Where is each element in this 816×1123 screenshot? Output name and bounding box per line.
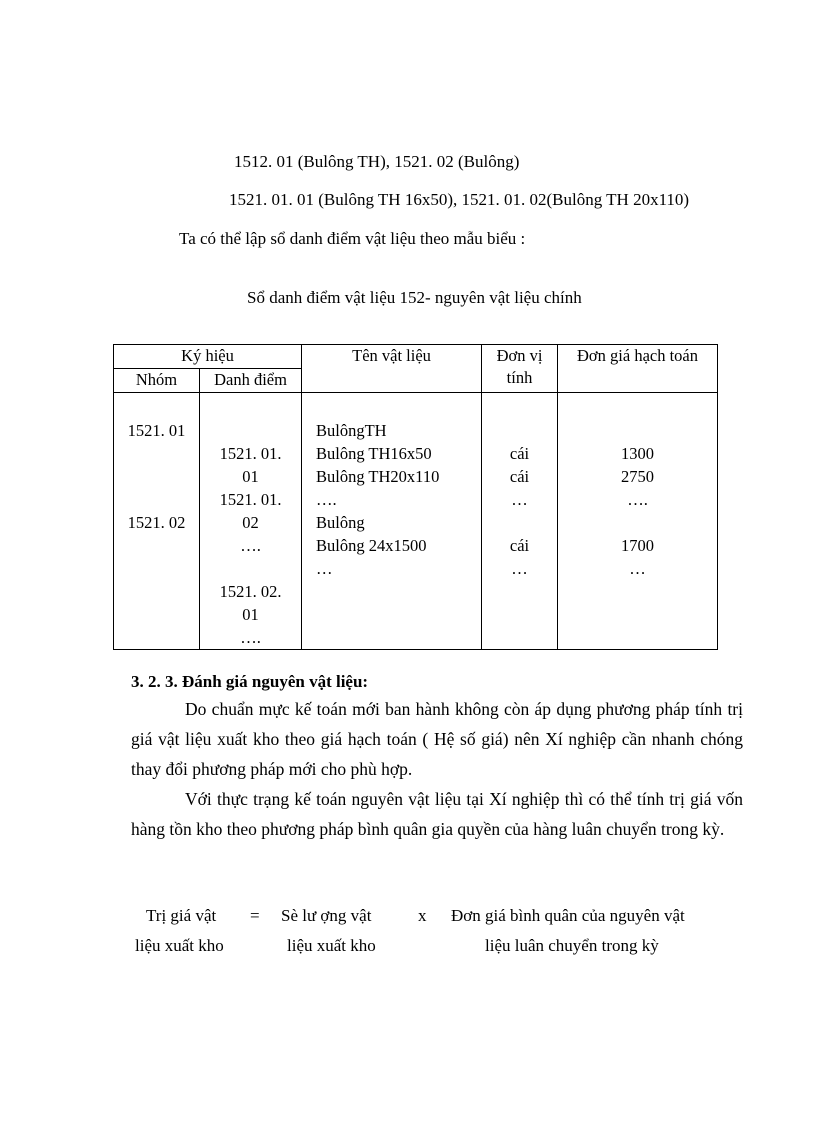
formula-qty-line2: liệu xuất kho	[287, 936, 376, 955]
header-don-gia: Đơn giá hạch toán	[558, 345, 718, 393]
ten-vat-lieu-cell: ….	[316, 490, 337, 509]
formula-lhs-line2: liệu xuất kho	[135, 936, 224, 955]
danh-diem-cell: 01	[242, 605, 259, 624]
ten-vat-lieu-cell: BulôngTH	[316, 421, 387, 440]
danh-diem-cell	[200, 419, 301, 442]
don-gia-cell	[558, 511, 717, 534]
don-vi-cell: cái	[509, 467, 530, 486]
don-vi-cell: cái	[509, 444, 530, 463]
material-catalog-table	[113, 344, 718, 650]
don-vi-cell: cái	[509, 536, 530, 555]
header-don-vi-line2: tính	[506, 368, 533, 387]
formula-price-line1: Đơn giá bình quân của nguyên vật	[451, 906, 685, 925]
header-danh-diem: Danh điểm	[200, 369, 302, 393]
column-don-vi	[482, 393, 558, 650]
don-gia-cell: 2750	[621, 467, 655, 486]
ten-vat-lieu-cell: Bulông 24x1500	[316, 536, 427, 555]
danh-diem-cell: 1521. 01.	[219, 490, 282, 509]
paragraph-2-text: Với thực trạng kế toán nguyên vật liệu tại Xí nghiệp thì có thể tính trị giá vốn hàng tồn kho theo phương pháp bình quân gia quyền của hàng luân chuyển trong kỳ.	[131, 789, 743, 839]
don-gia-cell: …	[629, 559, 646, 578]
don-vi-cell	[482, 511, 557, 534]
danh-diem-cell: 01	[242, 467, 259, 486]
ten-vat-lieu-cell: Bulông	[316, 513, 365, 532]
table-title: Sổ danh điểm vật liệu 152- nguyên vật liệu chính	[247, 288, 582, 307]
column-danh-diem	[200, 393, 302, 650]
formula-times-sign: x	[418, 906, 427, 925]
don-gia-cell: ….	[627, 490, 648, 509]
formula-qty-line1: Sè lư ợng vật	[281, 906, 372, 925]
table-row	[114, 393, 718, 650]
paragraph-1-text: Do chuẩn mực kế toán mới ban hành không còn áp dụng phương pháp tính trị giá vật liệu xuất kho theo giá hạch toán ( Hệ số giá) nên Xí nghiệp cần nhanh chóng thay đổi phương pháp mới cho phù hợp.	[131, 699, 743, 779]
paragraph-2	[131, 784, 743, 844]
danh-diem-cell	[200, 557, 301, 580]
text-line-1: 1512. 01 (Bulông TH), 1521. 02 (Bulông)	[234, 152, 520, 171]
formula-price-line2: liệu luân chuyển trong kỳ	[485, 936, 659, 955]
section-heading: 3. 2. 3. Đánh giá nguyên vật liệu:	[131, 672, 369, 691]
nhom-cell	[114, 488, 199, 511]
danh-diem-cell: ….	[240, 628, 261, 647]
don-vi-cell: …	[511, 490, 528, 509]
don-gia-cell	[558, 419, 717, 442]
column-don-gia	[558, 393, 718, 650]
header-nhom: Nhóm	[114, 369, 200, 393]
column-ten-vat-lieu	[302, 393, 482, 650]
ten-vat-lieu-cell: …	[316, 559, 333, 578]
header-ten-vat-lieu: Tên vật liệu	[302, 345, 482, 393]
ten-vat-lieu-cell: Bulông TH20x110	[316, 467, 440, 486]
danh-diem-cell: 02	[242, 513, 259, 532]
column-nhom	[114, 393, 200, 650]
header-don-vi-line1: Đơn vị	[496, 346, 543, 365]
nhom-cell	[114, 465, 199, 488]
nhom-cell: 1521. 02	[127, 513, 186, 532]
text-line-2: 1521. 01. 01 (Bulông TH 16x50), 1521. 01. 02(Bulông TH 20x110)	[229, 190, 690, 209]
don-vi-cell	[482, 419, 557, 442]
paragraph-1	[131, 694, 743, 784]
danh-diem-cell: 1521. 02.	[219, 582, 282, 601]
nhom-cell	[114, 442, 199, 465]
header-don-vi	[482, 345, 558, 393]
ten-vat-lieu-cell: Bulông TH16x50	[316, 444, 432, 463]
nhom-cell: 1521. 01	[127, 421, 186, 440]
don-gia-cell: 1700	[621, 536, 655, 555]
don-vi-cell: …	[511, 559, 528, 578]
header-ky-hieu: Ký hiệu	[114, 345, 302, 369]
don-gia-cell: 1300	[621, 444, 655, 463]
formula-equals-sign: =	[250, 906, 260, 925]
danh-diem-cell: ….	[240, 536, 261, 555]
formula-lhs-line1: Trị giá vật	[146, 906, 217, 925]
text-line-3: Ta có thể lập sổ danh điểm vật liệu theo mẫu biểu :	[179, 229, 526, 248]
danh-diem-cell: 1521. 01.	[219, 444, 282, 463]
